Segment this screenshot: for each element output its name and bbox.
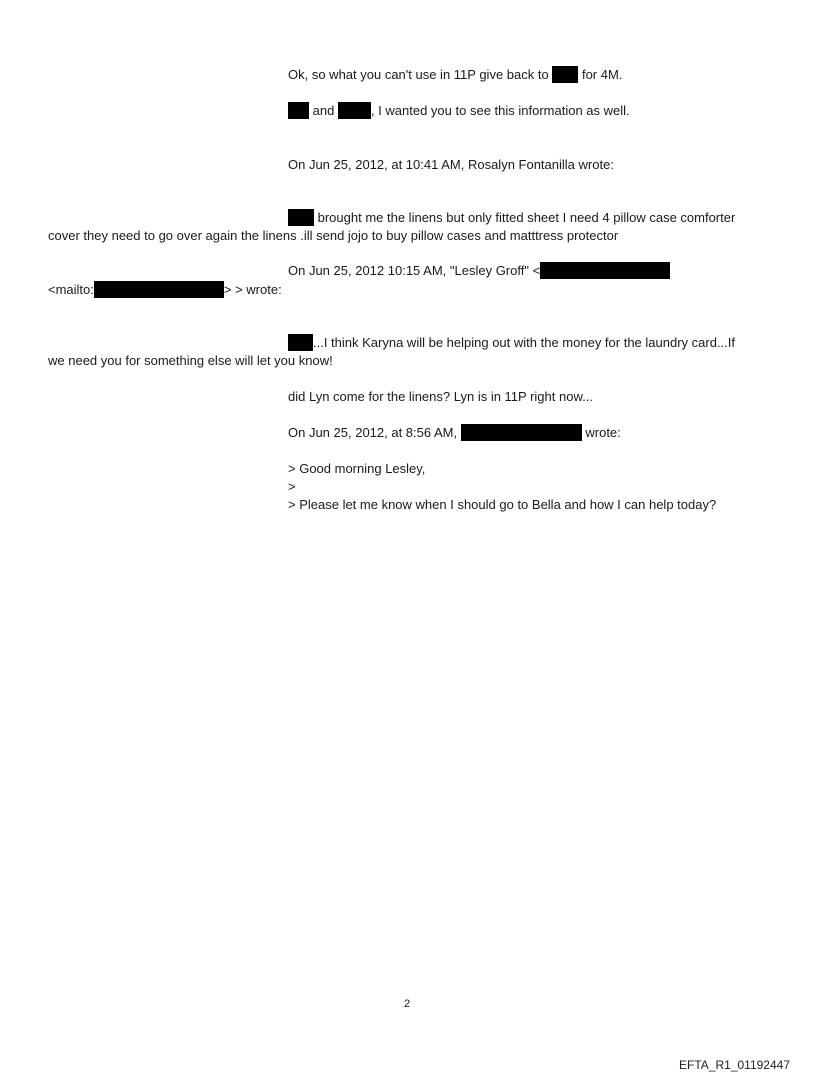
redaction-box [461,424,582,441]
redaction-box [552,66,578,83]
reply-header-1: On Jun 25, 2012, at 10:41 AM, Rosalyn Fontanilla wrote: [288,157,614,172]
redaction-box [540,262,670,279]
document-id: EFTA_R1_01192447 [679,1058,790,1072]
email-paragraph-2-line-2: we need you for something else will let you know! [48,353,333,368]
quoted-line-2: > [288,479,296,494]
redaction-box [338,102,371,119]
redaction-box [288,334,313,351]
reply-header-3: On Jun 25, 2012, at 8:56 AM, wrote: [288,425,621,440]
email-paragraph-2-line-1: ...I think Karyna will be helping out with the money for the laundry card...If [288,334,735,352]
email-line-3: did Lyn come for the linens? Lyn is in 11P right now... [288,389,593,404]
reply-header-2-line-1: On Jun 25, 2012 10:15 AM, "Lesley Groff" < [288,262,670,280]
page-number: 2 [404,998,411,1010]
quoted-line-1: > Good morning Lesley, [288,461,426,476]
quoted-line-3: > Please let me know when I should go to Bella and how I can help today? [288,497,717,512]
redaction-box [94,281,224,298]
email-paragraph-1-line-2: cover they need to go over again the linens .ill send jojo to buy pillow cases and matttress protector [48,228,619,243]
email-line-2: and , I wanted you to see this information as well. [288,102,630,120]
email-paragraph-1-line-1: brought me the linens but only fitted sheet I need 4 pillow case comforter [288,209,735,227]
email-line-1: Ok, so what you can't use in 11P give back to for 4M. [288,67,623,82]
redaction-box [288,102,309,119]
redaction-box [288,209,314,226]
reply-header-2-line-2: <mailto: > > wrote: [48,282,282,297]
